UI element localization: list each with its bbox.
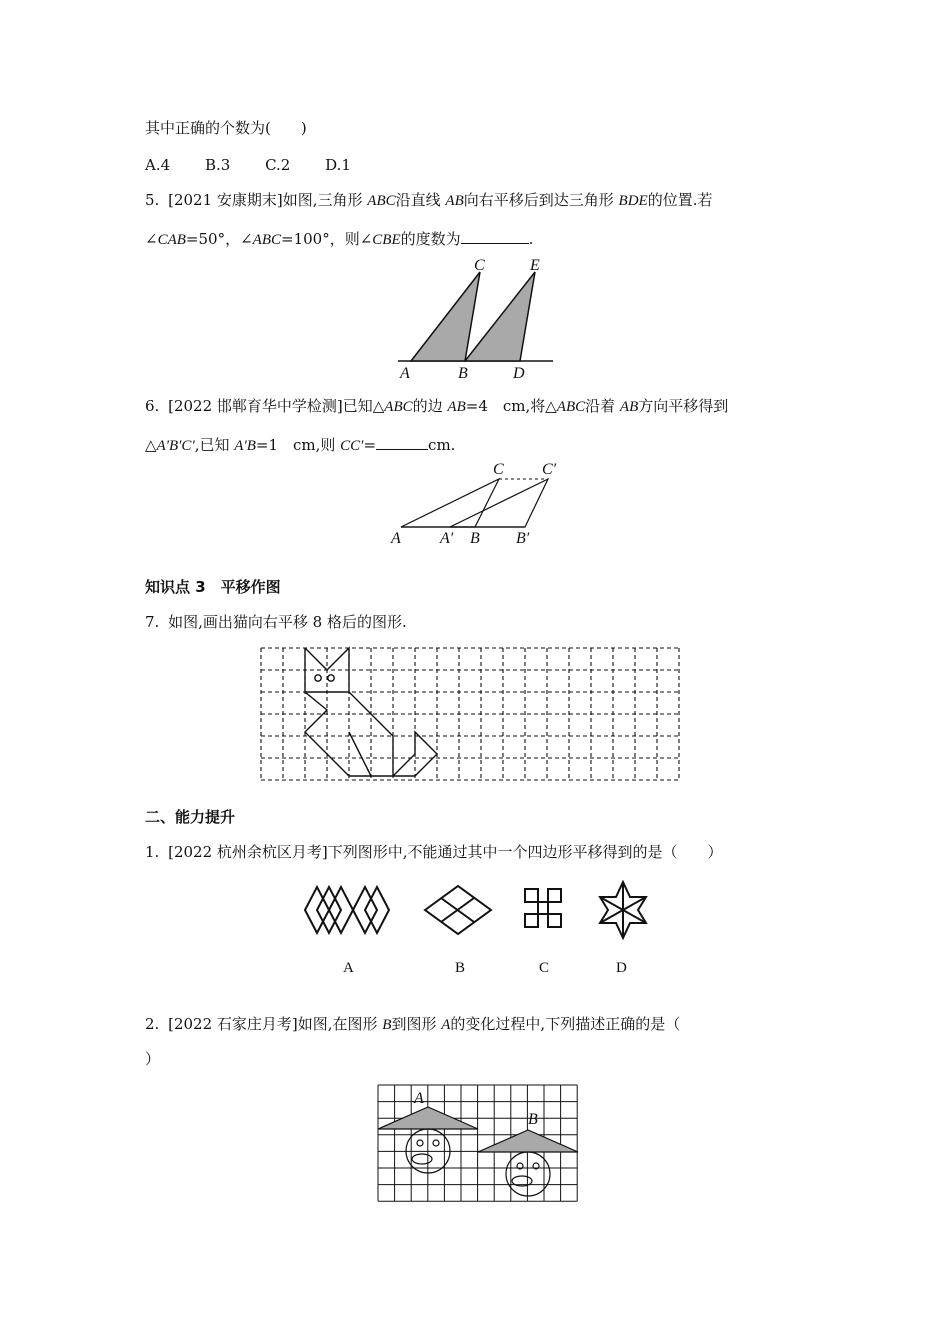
q5-bde: BDE	[618, 193, 648, 209]
q6-label-ap: A′	[440, 530, 454, 547]
p1-label-d[interactable]: D	[616, 960, 627, 976]
p1-figures	[295, 870, 655, 980]
p1-c-square-4	[548, 914, 561, 927]
q5-cbe: CBE	[372, 232, 401, 248]
q6-label-bp: B′	[516, 530, 530, 547]
p1-label-b[interactable]: B	[455, 960, 466, 976]
p2-line1	[145, 1014, 680, 1035]
q6-ab2: AB	[619, 399, 639, 415]
q7-number: 7.	[145, 613, 160, 631]
q5-text: 如图,三角形	[282, 191, 368, 209]
q5-abc2: ABC	[252, 232, 281, 248]
q5-label-e: E	[530, 257, 540, 274]
section-2-title: 二、能力提升	[145, 808, 236, 826]
q5-text: 的位置.若	[647, 191, 713, 209]
q6-figure	[385, 455, 565, 550]
p2-label-a: A	[414, 1090, 424, 1107]
p1-figure-a	[305, 887, 389, 933]
q5-text: .	[528, 230, 534, 248]
p2-b-hat	[478, 1130, 578, 1152]
p1-source: [2022 杭州余杭区月考]	[168, 843, 328, 861]
q5-text: =50°，∠	[185, 230, 253, 248]
q7-cat-leg-line	[349, 732, 371, 776]
q6-abc2: ABC	[556, 399, 586, 415]
q5-text: 向右平移后到达三角形	[463, 191, 619, 209]
p2-label-b: B	[528, 1111, 538, 1128]
p1-c-square-1	[525, 889, 538, 902]
p2-a-mouth	[412, 1154, 432, 1164]
q6-text: =1 cm,则	[255, 436, 341, 454]
q6-label-a: A	[391, 530, 401, 547]
q6-apb: A′B	[234, 438, 256, 454]
q6-unit: cm.	[428, 436, 456, 454]
q7-cat-eye-left	[315, 675, 321, 681]
q4-prompt: 其中正确的个数为( )	[145, 119, 307, 137]
p1-figure-d	[600, 882, 646, 938]
q6-ab: AB	[447, 399, 466, 415]
q6-label-b: B	[470, 530, 480, 547]
p2-grid-figure	[370, 1078, 585, 1203]
q5-label-a: A	[400, 365, 410, 382]
q6-text: 的边	[412, 397, 448, 415]
p1-label-a[interactable]: A	[343, 960, 354, 976]
q5-source: [2021 安康期末]	[168, 191, 283, 209]
q4-option-b: B.3	[204, 156, 231, 174]
q6-triangle-apbpcp	[450, 479, 548, 527]
q5-text: ∠	[145, 230, 158, 248]
section-3-title: 知识点 3 平移作图	[145, 578, 281, 596]
q5-label-b: B	[458, 365, 468, 382]
q6-text: 已知△	[342, 397, 385, 415]
q5-label-c: C	[474, 257, 485, 274]
q5-label-d: D	[513, 365, 525, 382]
q6-ccp: CC′	[340, 438, 364, 454]
q4-option-c: C.2	[265, 156, 291, 174]
q6-answer-blank[interactable]	[376, 433, 428, 450]
p2-figure-b	[478, 1130, 578, 1196]
q5-cab: CAB	[157, 232, 186, 248]
q5-text: 的度数为	[400, 230, 461, 248]
q6-text: 沿着	[585, 397, 620, 415]
p1-text: 下列图形中,不能通过其中一个四边形平移得到的是（ ）	[327, 843, 723, 861]
p2-text: 的变化过程中,下列描述正确的是（	[450, 1015, 681, 1033]
q5-figure	[390, 250, 560, 385]
q6-text: △	[145, 436, 157, 454]
q4-option-a: A.4	[145, 156, 171, 174]
q6-text: =	[363, 436, 377, 454]
p2-a-eye-right	[433, 1140, 439, 1146]
q5-line2	[145, 227, 533, 250]
p1-figure-b	[425, 886, 491, 934]
q6-label-c: C	[493, 461, 504, 478]
p1-label-c[interactable]: C	[539, 960, 550, 976]
q6-apbpcp: A′B′C′	[156, 438, 195, 454]
p2-b-face	[506, 1152, 550, 1196]
q7-grid-figure	[255, 640, 695, 785]
p1-c-square-2	[548, 889, 561, 902]
q6-number: 6.	[145, 397, 160, 415]
q5-triangle-abc	[411, 272, 480, 361]
p1-c-square-3	[525, 914, 538, 927]
q6-source: [2022 邯郸育华中学检测]	[168, 397, 343, 415]
p2-a: A	[441, 1017, 451, 1033]
p2-a-eye-left	[417, 1140, 423, 1146]
p2-text: 到图形	[391, 1015, 442, 1033]
q6-label-cp: C′	[542, 461, 557, 478]
q6-line2	[145, 433, 455, 456]
p2-source: [2022 石家庄月考]	[168, 1015, 298, 1033]
q6-line1	[145, 396, 728, 417]
p2-b: B	[382, 1017, 392, 1033]
q7-line	[145, 612, 407, 632]
q6-text: ,已知	[194, 436, 235, 454]
p1-figure-c	[525, 889, 561, 927]
p2-line2: ）	[145, 1050, 161, 1068]
q4-option-d: D.1	[325, 156, 351, 174]
p2-text: 如图,在图形	[297, 1015, 383, 1033]
q5-line1	[145, 190, 712, 211]
q5-ab: AB	[445, 193, 464, 209]
q7-text: 如图,画出猫向右平移 8 格后的图形.	[168, 613, 407, 631]
q6-abc: ABC	[384, 399, 413, 415]
q6-text: =4 cm,将△	[465, 397, 557, 415]
q6-triangle-abc	[401, 479, 499, 527]
q5-abc: ABC	[367, 193, 396, 209]
q4-options	[145, 155, 351, 175]
q5-number: 5.	[145, 191, 160, 209]
q6-text: 方向平移得到	[638, 397, 729, 415]
q5-answer-blank[interactable]	[461, 227, 529, 244]
p1-line	[145, 842, 723, 862]
p2-number: 2.	[145, 1015, 160, 1033]
q5-text: =100°，则∠	[281, 230, 373, 248]
q7-cat-eye-right	[328, 675, 334, 681]
q5-text: 沿直线	[395, 191, 446, 209]
p1-number: 1.	[145, 843, 160, 861]
